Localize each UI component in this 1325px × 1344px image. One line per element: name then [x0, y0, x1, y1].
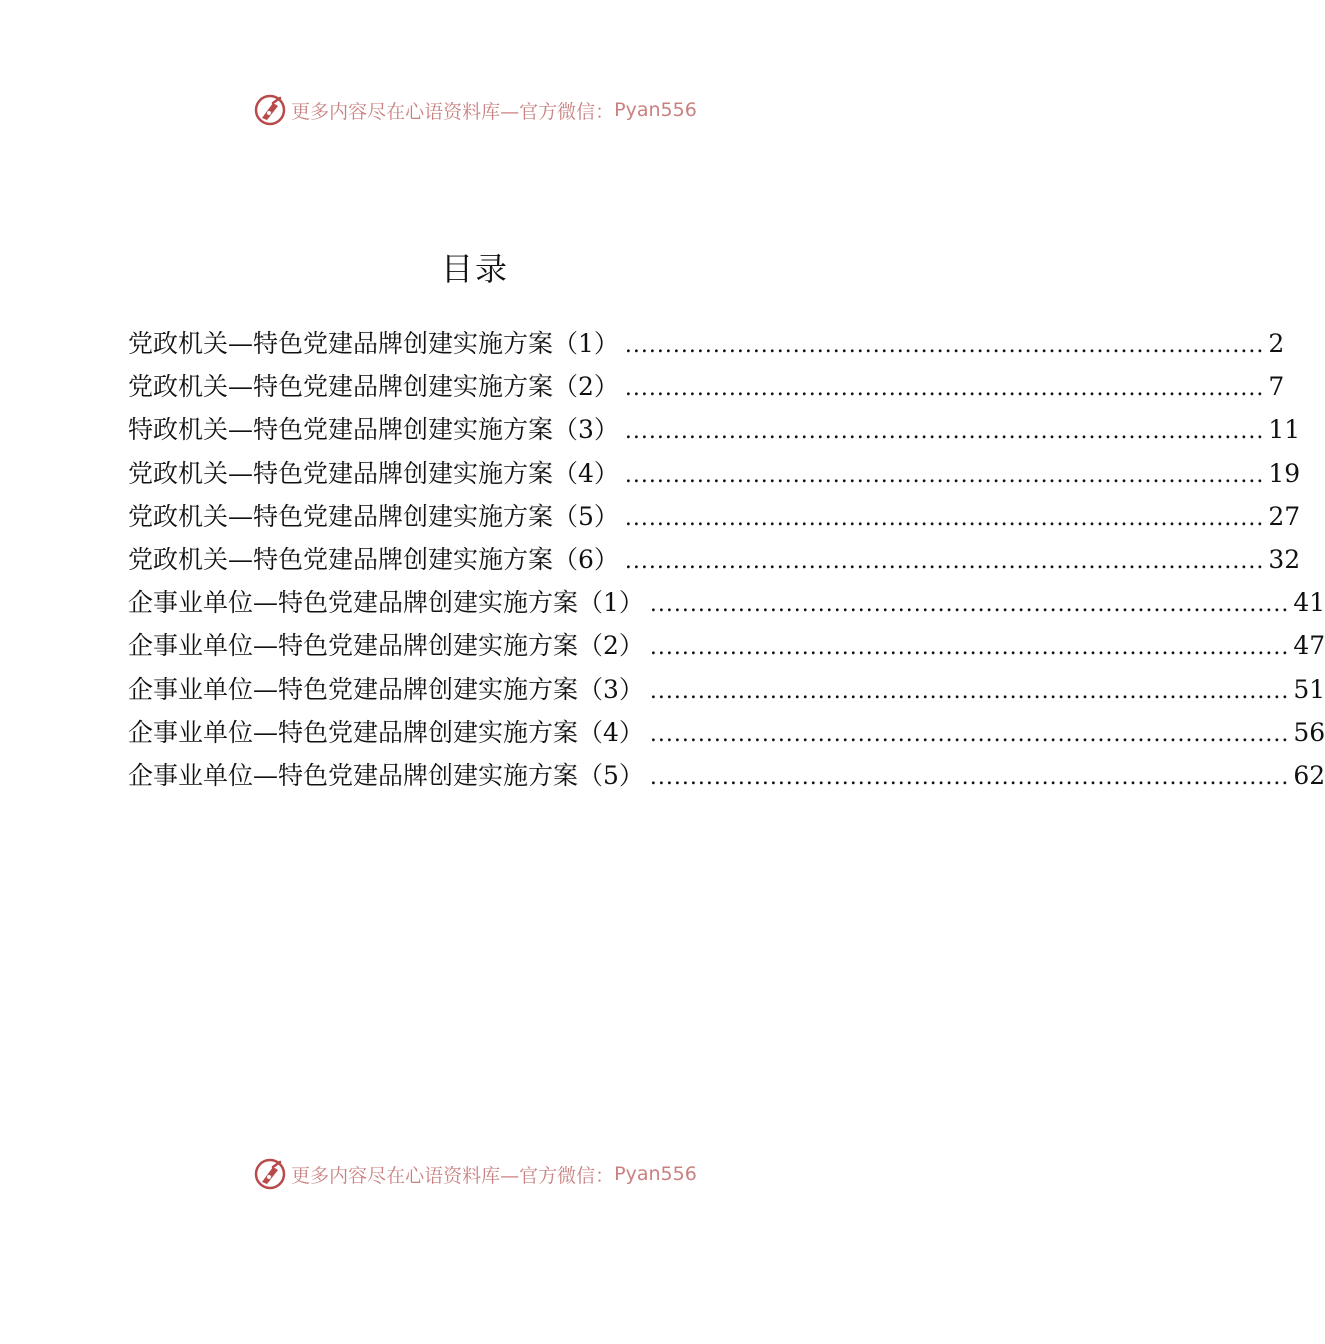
pen-nib-logo-icon: [253, 1157, 287, 1191]
toc-entry-page-number: 51: [1293, 674, 1325, 704]
toc-entry-title: 企事业单位—特色党建品牌创建实施方案（2）: [128, 631, 644, 661]
banner-wechat-id: Pyan556: [614, 1163, 697, 1185]
pen-nib-logo-icon: [253, 93, 287, 127]
toc-entry-title: 企事业单位—特色党建品牌创建实施方案（3）: [128, 674, 644, 704]
toc-title: 目录: [440, 250, 509, 288]
toc-dot-leader: ................................................................................: [624, 419, 1265, 445]
toc-entry[interactable]: [128, 410, 1301, 453]
toc-entry-title: 企事业单位—特色党建品牌创建实施方案（4）: [128, 717, 644, 747]
toc-entry[interactable]: [128, 540, 1301, 583]
toc-entry[interactable]: [128, 367, 1285, 410]
toc-entry-page-number: 41: [1293, 588, 1325, 618]
toc-entry-title: 党政机关—特色党建品牌创建实施方案（2）: [128, 372, 619, 402]
toc-entry-page-number: 62: [1293, 760, 1325, 790]
toc-entry-title: 党政机关—特色党建品牌创建实施方案（4）: [128, 458, 619, 488]
toc-entry-title: 特政机关—特色党建品牌创建实施方案（3）: [128, 415, 619, 445]
toc-dot-leader: ................................................................................: [624, 462, 1265, 488]
toc-entry[interactable]: [128, 583, 1325, 626]
toc-dot-leader: ................................................................................: [649, 764, 1290, 790]
toc-entry-title: 党政机关—特色党建品牌创建实施方案（6）: [128, 544, 619, 574]
toc-entry[interactable]: [128, 670, 1325, 713]
toc-dot-leader: ................................................................................: [649, 592, 1290, 618]
toc-entry[interactable]: [128, 713, 1325, 756]
toc-entry-page-number: 47: [1293, 631, 1325, 661]
footer-banner: [0, 1154, 950, 1194]
toc-entry-title: 企事业单位—特色党建品牌创建实施方案（5）: [128, 760, 644, 790]
toc-entry[interactable]: [128, 756, 1325, 799]
toc-entry-title: 企事业单位—特色党建品牌创建实施方案（1）: [128, 588, 644, 618]
toc-dot-leader: ................................................................................: [649, 635, 1290, 661]
banner-text: 更多内容尽在心语资料库—官方微信：: [291, 100, 615, 123]
toc-entry[interactable]: [128, 324, 1285, 367]
toc-entry-page-number: 56: [1293, 717, 1325, 747]
toc-entry[interactable]: [128, 626, 1325, 669]
banner-wechat-id: Pyan556: [614, 99, 697, 121]
toc-list: [128, 324, 1325, 799]
toc-dot-leader: ................................................................................: [624, 505, 1265, 531]
toc-entry-page-number: 2: [1268, 329, 1285, 358]
toc-dot-leader: ................................................................................: [624, 548, 1265, 574]
toc-entry-page-number: 27: [1268, 501, 1301, 531]
toc-dot-leader: ................................................................................: [624, 376, 1265, 402]
toc-dot-leader: ................................................................................: [649, 721, 1290, 747]
toc-entry-title: 党政机关—特色党建品牌创建实施方案（1）: [128, 329, 619, 358]
toc-dot-leader: ................................................................................: [649, 678, 1290, 704]
header-banner: [0, 90, 950, 130]
banner-text: 更多内容尽在心语资料库—官方微信：: [291, 1164, 615, 1187]
toc-entry-page-number: 32: [1268, 544, 1301, 574]
toc-entry-page-number: 19: [1268, 458, 1301, 488]
toc-entry[interactable]: [128, 454, 1301, 497]
toc-entry-title: 党政机关—特色党建品牌创建实施方案（5）: [128, 501, 619, 531]
toc-entry-page-number: 7: [1268, 372, 1285, 402]
toc-entry-page-number: 11: [1268, 415, 1301, 445]
toc-entry[interactable]: [128, 497, 1301, 540]
toc-dot-leader: ................................................................................: [624, 333, 1265, 358]
